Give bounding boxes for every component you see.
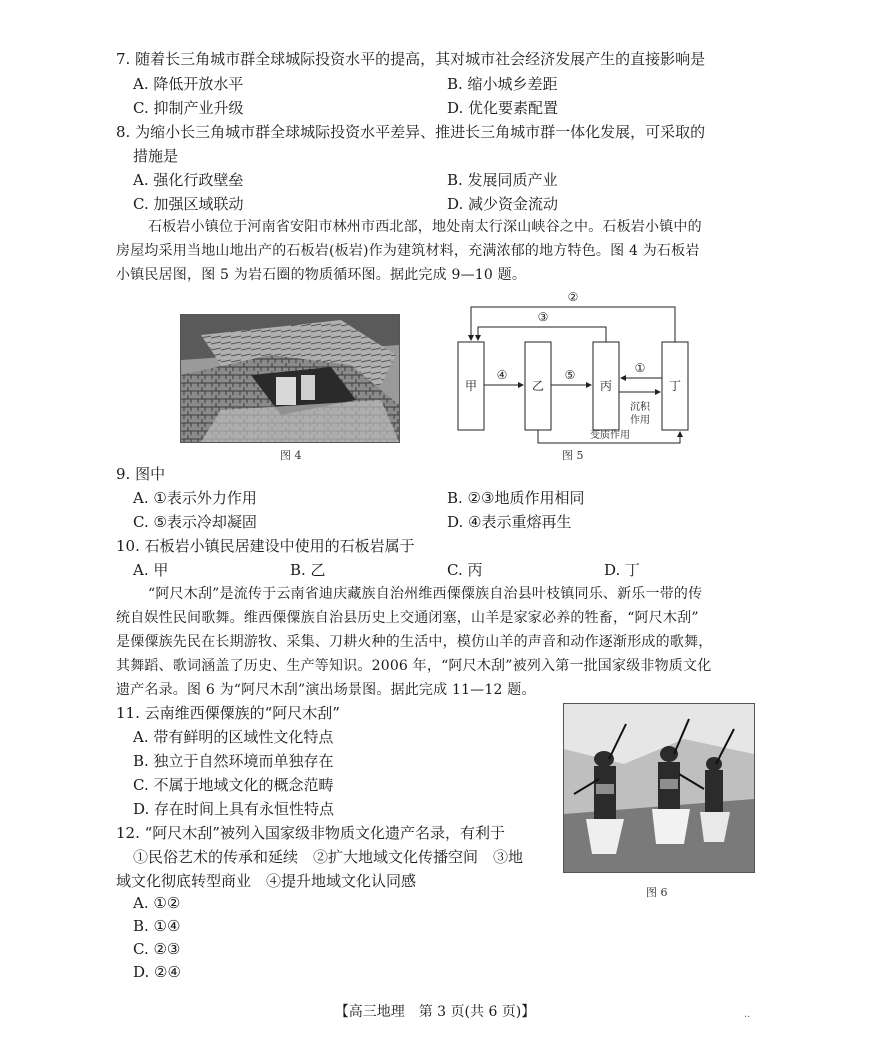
- q9-option-b: B. ②③地质作用相同: [447, 489, 585, 507]
- figure6-caption: 图 6: [646, 886, 668, 899]
- q12-option-d: D. ②④: [133, 963, 181, 981]
- q8-option-a: A. 强化行政壁垒: [133, 171, 244, 189]
- box-ding-label: 丁: [668, 379, 682, 393]
- metamorphic-label: 变质作用: [590, 430, 630, 441]
- q12-option-b: B. ①④: [133, 917, 181, 935]
- q12-items-line2: 域文化彻底转型商业 ④提升地域文化认同感: [116, 872, 417, 890]
- intro-9-10-line2: 房屋均采用当地山地出产的石板岩(板岩)作为建筑材料，充满浓郁的地方特色。图 4 为石板岩: [116, 243, 700, 259]
- q12-option-c: C. ②③: [133, 940, 181, 958]
- intro-11-12-line5: 遗产名录。图 6 为“阿尺木刮”演出场景图。据此完成 11—12 题。: [116, 682, 536, 698]
- q12-items-line1: ①民俗艺术的传承和延续 ②扩大地域文化传播空间 ③地: [133, 848, 524, 866]
- q12-option-a: A. ①②: [133, 894, 181, 912]
- q10-option-a: A. 甲: [133, 561, 169, 579]
- arrow-label-3: ③: [537, 310, 549, 324]
- figure5-rock-cycle-diagram: [440, 285, 700, 457]
- figure6-dance-photo: [563, 703, 755, 873]
- arrow-label-2: ②: [567, 290, 579, 304]
- page-footer: 【高三地理 第 3 页(共 6 页)】: [334, 1004, 536, 1020]
- intro-11-12-line1: “阿尺木刮”是流传于云南省迪庆藏族自治州维西傈僳族自治县叶枝镇同乐、新乐一带的传: [148, 586, 703, 602]
- intro-9-10-line1: 石板岩小镇位于河南省安阳市林州市西北部，地处南太行深山峡谷之中。石板岩小镇中的: [148, 219, 702, 235]
- arrow-label-1: ①: [634, 361, 646, 375]
- q11-option-d: D. 存在时间上具有永恒性特点: [133, 800, 335, 818]
- q7-option-d: D. 优化要素配置: [447, 99, 559, 117]
- q7-option-b: B. 缩小城乡差距: [447, 75, 558, 93]
- q11-option-b: B. 独立于自然环境而单独存在: [133, 752, 334, 770]
- q8-option-d: D. 减少资金流动: [447, 195, 559, 213]
- q9-option-c: C. ⑤表示冷却凝固: [133, 513, 257, 531]
- sediment-label-line1: 沉积: [630, 402, 650, 413]
- intro-9-10-line3: 小镇民居图，图 5 为岩石圈的物质循环图。据此完成 9—10 题。: [116, 267, 527, 283]
- q8-stem-line1: 8. 为缩小长三角城市群全球城际投资水平差异、推进长三角城市群一体化发展，可采取的: [116, 123, 706, 141]
- q11-option-c: C. 不属于地域文化的概念范畴: [133, 776, 334, 794]
- q11-option-a: A. 带有鲜明的区域性文化特点: [133, 728, 334, 746]
- corner-mark: ··: [744, 1012, 751, 1023]
- intro-11-12-line2: 统自娱性民间歌舞。维西傈僳族自治县历史上交通闭塞，山羊是家家必养的牲畜，“阿尺木刮”: [116, 610, 699, 626]
- box-jia-label: 甲: [464, 379, 478, 393]
- q11-stem: 11. 云南维西傈僳族的“阿尺木刮”: [116, 704, 340, 722]
- arrow-label-5: ⑤: [564, 368, 576, 382]
- box-bing-label: 丙: [599, 379, 613, 393]
- figure4-stone-house-photo: [180, 314, 400, 443]
- q10-option-c: C. 丙: [447, 561, 483, 579]
- q10-stem: 10. 石板岩小镇民居建设中使用的石板岩属于: [116, 537, 415, 555]
- q9-option-a: A. ①表示外力作用: [133, 489, 257, 507]
- q8-option-c: C. 加强区域联动: [133, 195, 244, 213]
- q9-stem: 9. 图中: [116, 465, 166, 483]
- figure5-caption: 图 5: [562, 449, 584, 462]
- figure4-caption: 图 4: [280, 449, 302, 462]
- q12-stem: 12. “阿尺木刮”被列入国家级非物质文化遗产名录，有利于: [116, 824, 505, 842]
- sediment-label-line2: 作用: [630, 415, 650, 426]
- intro-11-12-line4: 其舞蹈、歌词涵盖了历史、生产等知识。2006 年，“阿尺木刮”被列入第一批国家级非物质文化: [116, 658, 712, 674]
- arrow-label-4: ④: [496, 368, 508, 382]
- q7-stem: 7. 随着长三角城市群全球城际投资水平的提高，其对城市社会经济发展产生的直接影响是: [116, 50, 706, 68]
- box-yi-label: 乙: [531, 379, 545, 393]
- q10-option-b: B. 乙: [290, 561, 326, 579]
- intro-11-12-line3: 是傈僳族先民在长期游牧、采集、刀耕火种的生活中，模仿山羊的声音和动作逐渐形成的歌舞，: [116, 634, 713, 650]
- q9-option-d: D. ④表示重熔再生: [447, 513, 572, 531]
- q7-option-a: A. 降低开放水平: [133, 75, 244, 93]
- q10-option-d: D. 丁: [604, 561, 641, 579]
- q8-option-b: B. 发展同质产业: [447, 171, 558, 189]
- q7-option-c: C. 抑制产业升级: [133, 99, 244, 117]
- q8-stem-line2: 措施是: [133, 147, 179, 165]
